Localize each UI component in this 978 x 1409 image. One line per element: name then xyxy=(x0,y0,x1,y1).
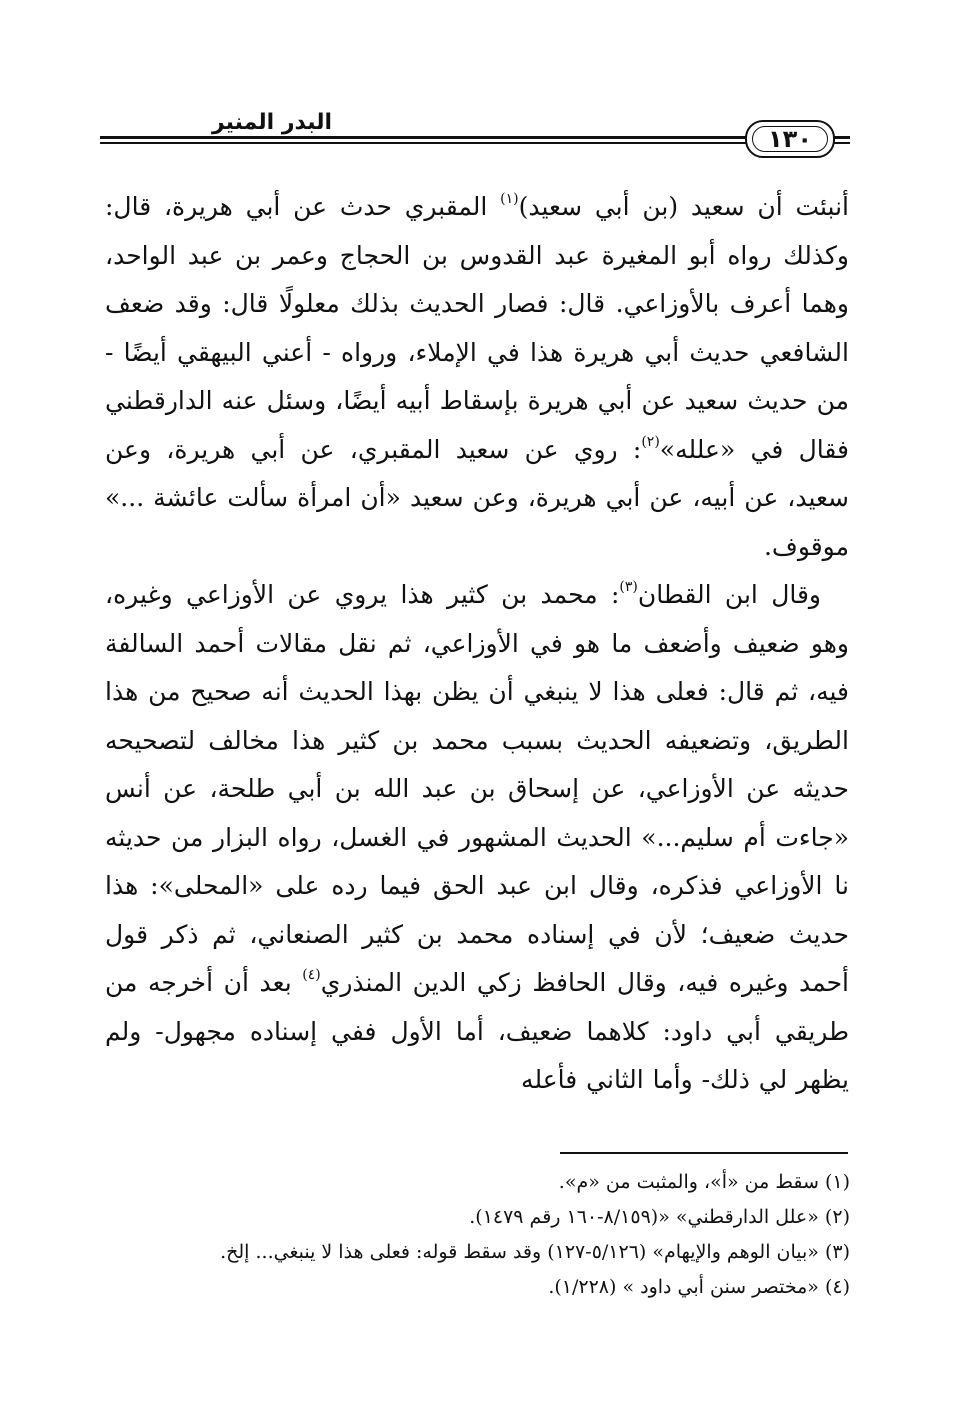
footnote-2: (٢) «علل الدارقطني» «(٨/١٥٩-١٦٠ رقم ١٤٧٩). xyxy=(469,1206,850,1228)
running-title: البدر المنير xyxy=(140,110,404,136)
paragraph-1 xyxy=(105,183,849,571)
main-text xyxy=(105,183,849,1105)
paragraph-2 xyxy=(105,571,849,1105)
page-number-badge xyxy=(745,120,835,158)
footnote-ref-1: (١) xyxy=(500,191,519,207)
header-rule-thin xyxy=(100,142,850,144)
footnote-ref-3: (٣) xyxy=(619,579,638,595)
paragraph-1-text-2: المقبري حدث عن أبي هريرة، قال: وكذلك رواه أبو المغيرة عبد القدوس بن الحجاج وعمر بن عبد الواحد، وهما أعرف بالأوزاعي. قال: فصار الحديث بذلك معلولًا قال: وقد ضعف الشافعي حديث أبي هريرة هذا في الإملاء، ورواه - أعني البيهقي أيضًا - من حديث سعيد عن أبي هريرة بإسقاط أبيه أيضًا، وسئل عنه الدارقطني فقال في «علله» xyxy=(105,192,850,464)
footnote-ref-2: (٢) xyxy=(641,433,660,450)
footnotes xyxy=(100,1165,850,1305)
header-rule-thick xyxy=(100,136,850,139)
footnote-1: (١) سقط من «أ»، والمثبت من «م». xyxy=(558,1171,850,1193)
paragraph-2-text-2: : محمد بن كثير هذا يروي عن الأوزاعي وغيره، وهو ضعيف وأضعف ما هو في الأوزاعي، ثم نقل مقالات أحمد السالفة فيه، ثم قال: فعلى هذا لا ينبغي أن يظن بهذا الحديث أنه صحيح من هذا الطريق، وتضعيفه الحديث بسبب محمد بن كثير هذا مخالف لتصحيحه حديثه عن الأوزاعي، عن إسحاق بن عبد الله بن أبي طلحة، عن أنس «جاءت أم سليم...» الحديث المشهور في الغسل، رواه البزار من حديثه نا الأوزاعي فذكره، وقال ابن عبد الحق فيما رده على «المحلى»: هذا حديث ضعيف؛ لأن في إسناده محمد بن كثير الصنعاني، ثم ذكر قول أحمد وغيره فيه، وقال الحافظ زكي الدين المنذري xyxy=(105,580,850,997)
footnote-4: (٤) «مختصر سنن أبي داود » (١/٢٢٨). xyxy=(548,1276,850,1298)
footnote-ref-4: (٤) xyxy=(302,967,321,983)
paragraph-2-text-1: وقال ابن القطان xyxy=(637,580,822,609)
paragraph-1-text-3: : روي عن سعيد المقبري، عن أبي هريرة، وعن سعيد، عن أبيه، عن أبي هريرة، وعن سعيد «أن امرأة سألت عائشة ...» موقوف. xyxy=(105,434,849,561)
page-number: ١٣٠ xyxy=(768,125,812,153)
paragraph-2-text-3: بعد أن أخرجه من طريقي أبي داود: كلاهما ضعيف، أما الأول ففي إسناده مجهول- ولم يظهر لي ذلك- وأما الثاني فأعله xyxy=(105,968,849,1094)
footnote-separator xyxy=(560,1152,848,1154)
page-header xyxy=(100,110,850,160)
page-number-inner-border xyxy=(752,126,828,152)
paragraph-1-text-1: أنبئت أن سعيد (بن أبي سعيد) xyxy=(518,192,849,221)
footnote-3: (٣) «بيان الوهم والإيهام» (٥/١٢٦-١٢٧) وقد سقط قوله: فعلى هذا لا ينبغي... إلخ. xyxy=(220,1241,850,1263)
